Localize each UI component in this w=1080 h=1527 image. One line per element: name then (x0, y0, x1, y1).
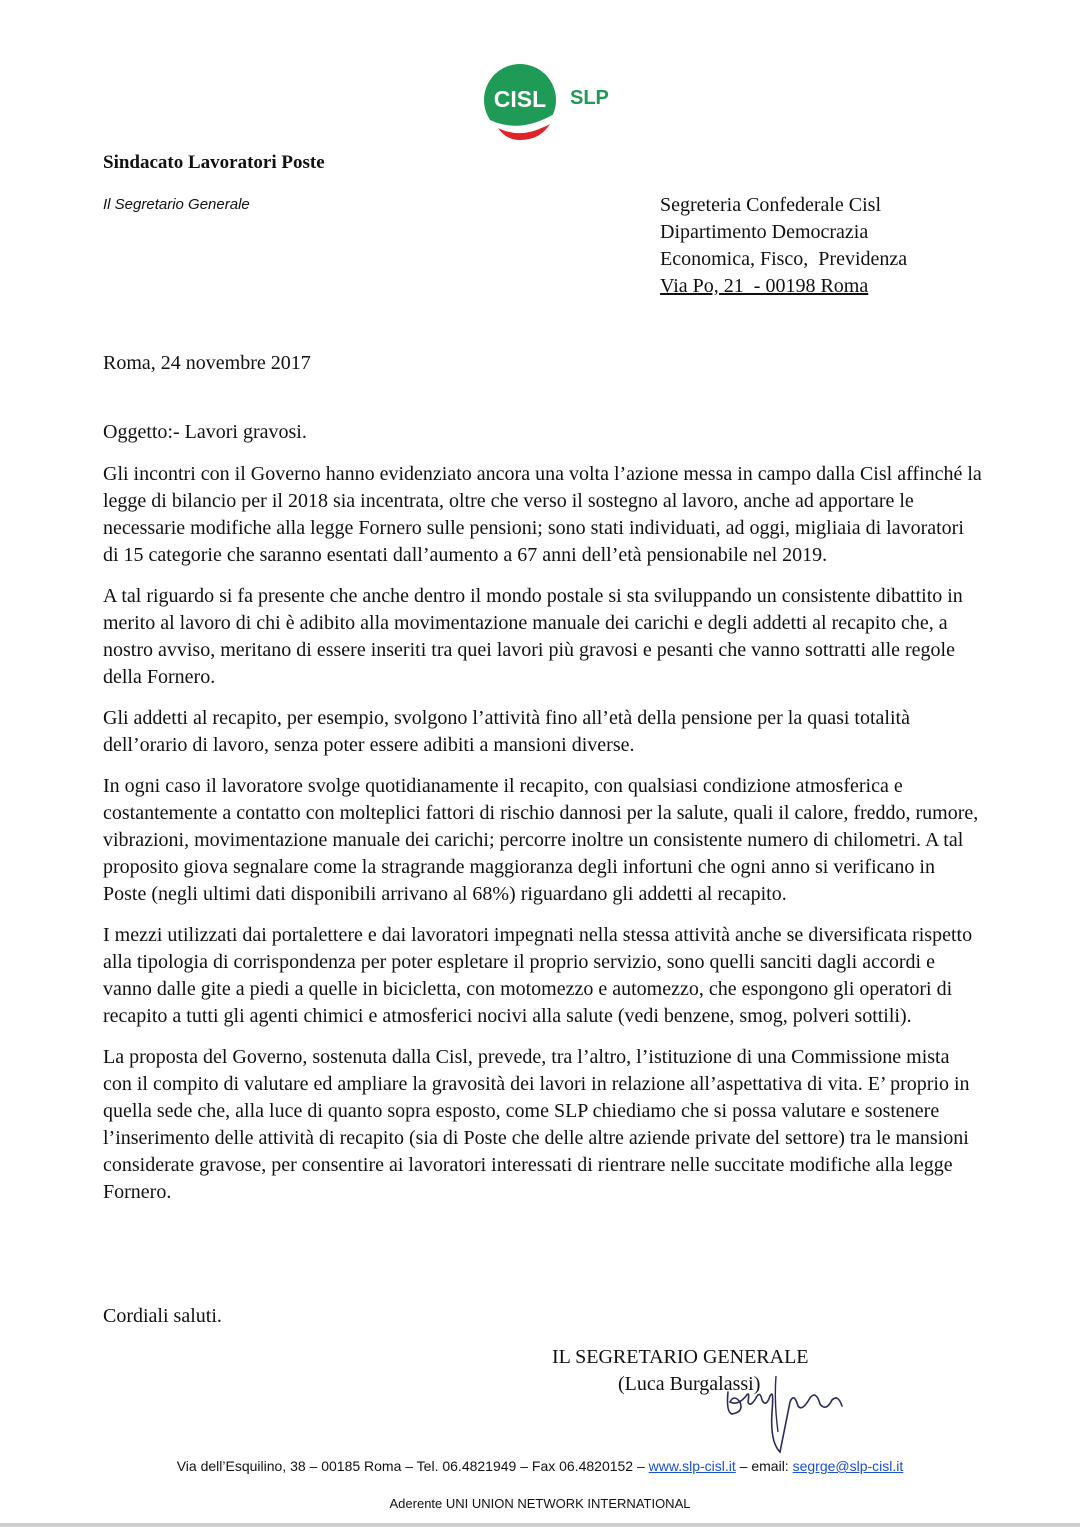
footer-contacts (0, 1458, 1080, 1474)
letter-body (103, 461, 983, 1220)
sender-role: Il Segretario Generale (103, 196, 250, 213)
recipient-line: Segreteria Confederale Cisl (660, 194, 882, 216)
body-paragraph: La proposta del Governo, sostenuta dalla Cisl, prevede, tra l’altro, l’istituzione di una Commissione mista con il compito di valutare ed ampliare la gravosità dei lavori in relazione all’aspettativa di vita. E’ proprio in quella sede che, alla luce di quanto sopra esposto, come SLP chiediamo che si possa valutare e sostenere l’inserimento delle attività di recapito (sia di Poste che delle altre aziende private del settore) tra le mansioni considerate gravose, per consentire ai lavoratori interessati di rientrare nelle succitate modifiche alla legge Fornero. (103, 1046, 970, 1203)
organization-name: Sindacato Lavoratori Poste (103, 152, 325, 173)
recipient-address (660, 192, 907, 300)
signature-name: (Luca Burgalassi) (618, 1373, 761, 1395)
letter-subject: Oggetto:- Lavori gravosi. (103, 421, 307, 443)
recipient-line: Economica, Fisco, Previdenza (660, 248, 908, 270)
handwritten-signature (720, 1372, 850, 1457)
body-paragraph: I mezzi utilizzati dai portalettere e dai lavoratori impegnati nella stessa attività anche se diversificata rispetto alla tipologia di corrispondenza per poter espletare il proprio servizio, sono quelli sanciti dagli accordi e vanno dalle gite a piedi a quelle in bicicletta, con motomezzo e automezzo, che espongono gli operatori di recapito a tutti gli agenti chimici e atmosferici nocivi alla salute (vedi benzene, smog, polveri sottili). (103, 924, 973, 1027)
body-paragraph: A tal riguardo si fa presente che anche dentro il mondo postale si sta sviluppando un consistente dibattito in merito al lavoro di chi è adibito alla movimentazione manuale dei carichi e degli addetti al recapito che, a nostro avviso, meritano di essere inseriti tra quei lavori più gravosi e pesanti che vanno sottratti alle regole della Fornero. (103, 585, 963, 688)
footer-affiliation: Aderente UNI UNION NETWORK INTERNATIONAL (389, 1496, 691, 1511)
body-paragraph: In ogni caso il lavoratore svolge quotidianamente il recapito, con qualsiasi condizione atmosferica e costantemente a contatto con molteplici fattori di rischio dannosi per la salute, quali il calore, freddo, rumore, vibrazioni, movimentazione manuale dei carichi; percorre inoltre un consistente numero di chilometri. A tal proposito giova segnalare come la stragrande maggioranza degli infortuni che ogni anno si verificano in Poste (negli ultimi dati disponibili arrivano al 68%) riguardano gli addetti al recapito. (103, 775, 979, 905)
recipient-street: Via Po, 21 - 00198 Roma (660, 275, 869, 297)
letter-date: Roma, 24 novembre 2017 (103, 352, 311, 374)
footer-address: Via dell’Esquilino, 38 – 00185 Roma – Tel. 06.4821949 – Fax 06.4820152 – (176, 1458, 649, 1474)
signature-title: IL SEGRETARIO GENERALE (552, 1346, 809, 1368)
cisl-slp-logo (482, 62, 622, 142)
logo-text: CISL (493, 86, 547, 112)
body-paragraph: Gli incontri con il Governo hanno evidenziato ancora una volta l’azione messa in campo dalla Cisl affinché la legge di bilancio per il 2018 sia incentrata, oltre che verso il sostegno al lavoro, anche ad apportare le necessarie modifiche alla legge Fornero sulle pensioni; sono stati individuati, ad oggi, migliaia di lavoratori di 15 categorie che saranno esentati dall’aumento a 67 anni dell’età pensionabile nel 2019. (103, 463, 982, 566)
footer-email-label: – email: (735, 1458, 793, 1474)
logo-side-text: SLP (570, 87, 609, 109)
page-bottom-edge (0, 1523, 1080, 1527)
body-paragraph: Gli addetti al recapito, per esempio, svolgono l’attività fino all’età della pensione per la quasi totalità dell’orario di lavoro, senza poter essere adibiti a mansioni diverse. (103, 707, 910, 756)
website-link[interactable]: www.slp-cisl.it (648, 1458, 736, 1474)
letter-closing: Cordiali saluti. (103, 1305, 222, 1327)
recipient-line: Dipartimento Democrazia (660, 221, 869, 243)
email-link[interactable]: segrge@slp-cisl.it (792, 1458, 904, 1474)
